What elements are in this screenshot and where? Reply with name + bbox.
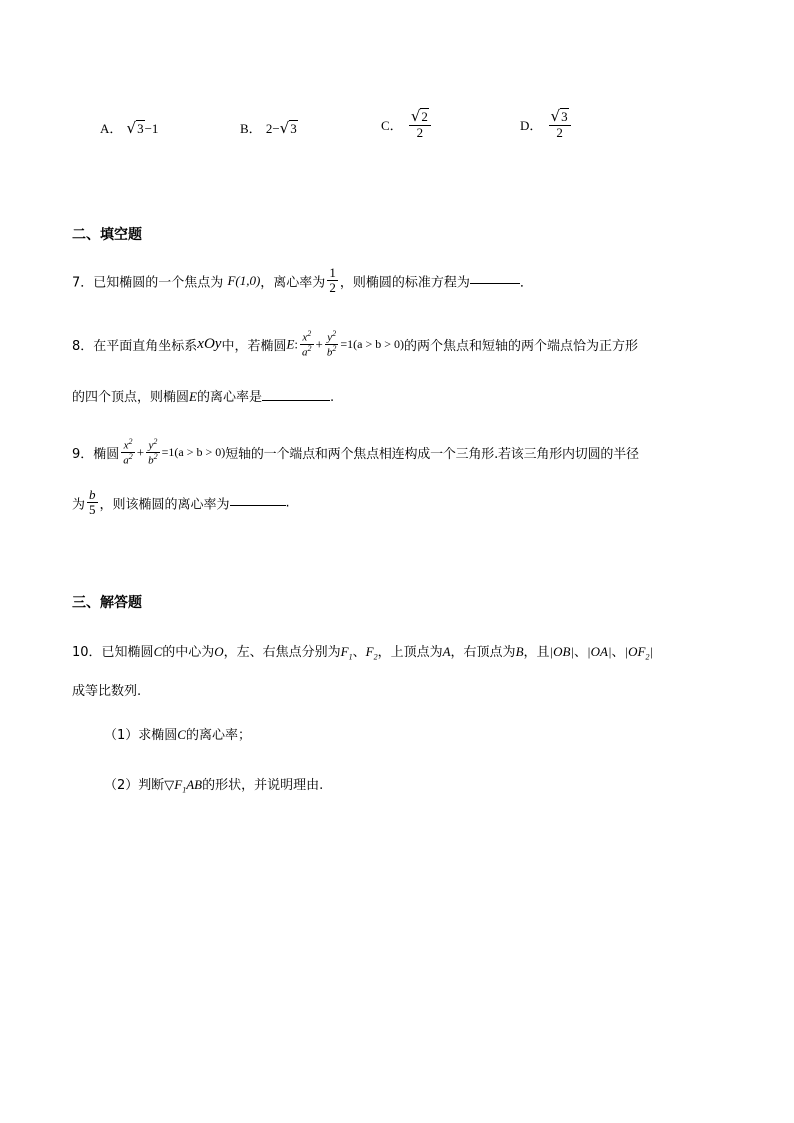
q10-number: 10． — [72, 645, 102, 660]
question-7: 7．已知椭圆的一个焦点为 F(1,0)，离心率为 $\frac{1}{2}$ ，则椭圆的标准方程为 ． — [72, 265, 533, 296]
question-10-part-2: （2）判断$▽F_1AB$的形状，并说明理由. — [104, 777, 324, 795]
option-d-fraction: $\frac{√3}{2}$ — [549, 108, 571, 141]
question-10: 10．已知椭圆C的中心为O，左、右焦点分别为$F_1$、$F_2$，上顶点为A，右顶点为B，且|OB|、|OA|、$|OF_2|$ — [72, 644, 654, 662]
q9-radius-fraction: $\frac{b}{5}$ — [89, 487, 96, 518]
option-c — [381, 108, 433, 141]
q8-y-fraction: $\frac{y^2}{b^2}$ — [326, 329, 337, 359]
option-d-label: D． — [520, 117, 543, 133]
q7-answer-blank[interactable] — [470, 282, 520, 284]
question-10-line-2: 成等比数列. — [72, 684, 142, 699]
section-heading-fill-in: 二、填空题 — [72, 227, 142, 243]
q8-number: 8． — [72, 338, 94, 354]
q9-answer-blank[interactable] — [230, 504, 286, 506]
q8-answer-blank[interactable] — [262, 399, 330, 401]
q9-number: 9． — [72, 446, 94, 462]
option-b: B． 2−√3 — [240, 119, 297, 137]
question-8: 8．在平面直角坐标系xOy中，若椭圆E: $\frac{x^2}{a^2}$ + $\frac{y^2}{b^2}$ =1(a > b > 0)的两个焦点和短轴的两个端点恰为正方形 — [72, 329, 639, 359]
option-a: A． √3−1 — [100, 119, 159, 137]
q7-eccentricity-fraction: $\frac{1}{2}$ — [329, 265, 336, 296]
question-9: 9．椭圆 $\frac{x^2}{a^2}$ + $\frac{y^2}{b^2}$ =1(a > b > 0)短轴的一个端点和两个焦点相连构成一个三角形.若该三角形内切圆的半径 — [72, 437, 639, 467]
q8-x-fraction: $\frac{x^2}{a^2}$ — [302, 329, 312, 359]
question-8-line-2: 的四个顶点，则椭圆E的离心率是 . — [72, 389, 335, 405]
option-c-label: C． — [381, 117, 403, 133]
question-10-part-1: （1）求椭圆C的离心率； — [104, 727, 251, 743]
q9-y-fraction: $\frac{y^2}{b^2}$ — [148, 437, 158, 467]
q9-x-fraction: $\frac{x^2}{a^2}$ — [123, 437, 133, 467]
option-b-label: B． — [240, 121, 262, 136]
option-b-value: √3 — [279, 119, 297, 137]
option-c-fraction: $\frac{√2}{2}$ — [409, 108, 431, 141]
option-a-value: √3 — [126, 119, 144, 137]
question-9-line-2: 为 $\frac{b}{5}$ ，则该椭圆的离心率为 . — [72, 487, 290, 518]
option-a-label: A． — [100, 121, 123, 136]
q7-number: 7． — [72, 275, 94, 291]
section-heading-solve: 三、解答题 — [72, 595, 142, 611]
option-d — [520, 108, 573, 141]
